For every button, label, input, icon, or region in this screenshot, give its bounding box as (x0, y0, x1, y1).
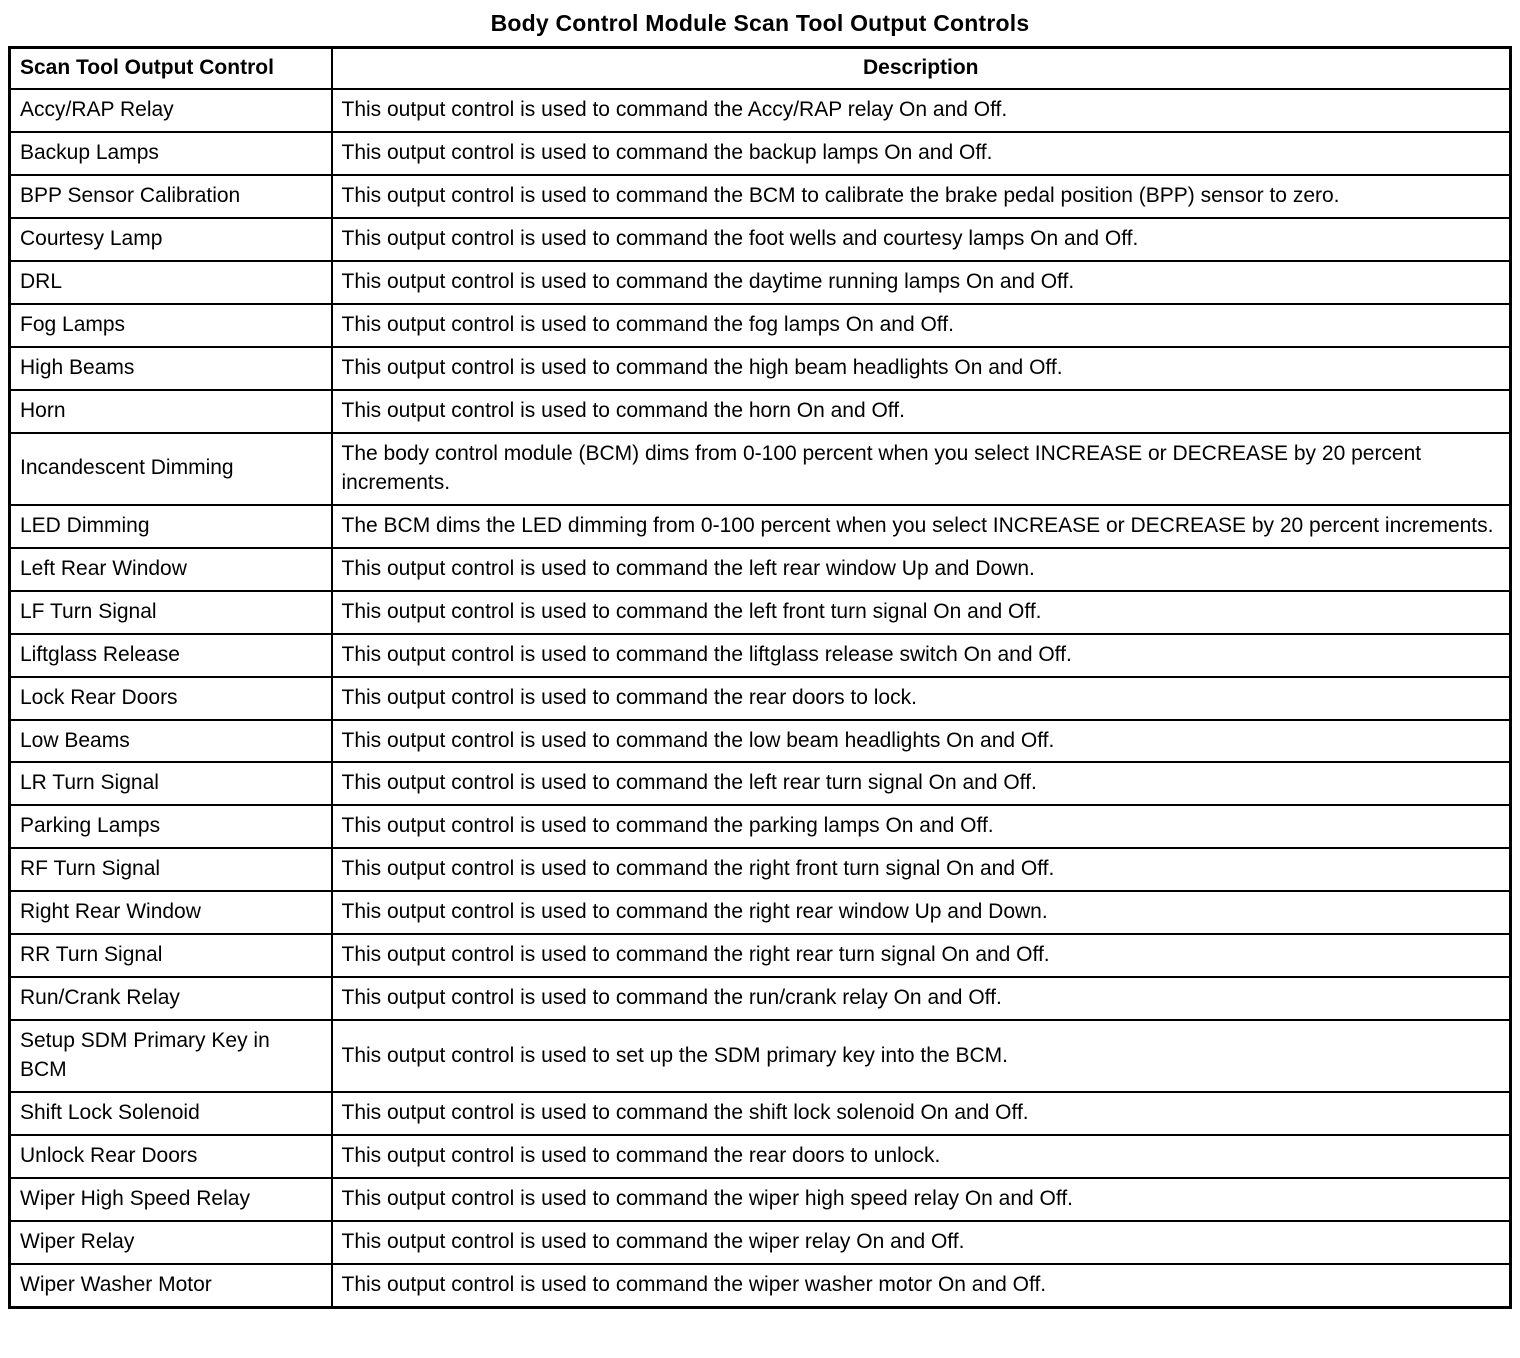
table-row (10, 591, 1511, 634)
control-cell: BPP Sensor Calibration (10, 175, 332, 218)
table-row (10, 805, 1511, 848)
description-cell: This output control is used to command the parking lamps On and Off. (332, 805, 1511, 848)
description-cell: This output control is used to command the fog lamps On and Off. (332, 304, 1511, 347)
table-row (10, 347, 1511, 390)
description-cell: This output control is used to command the wiper washer motor On and Off. (332, 1264, 1511, 1307)
description-cell: This output control is used to command the shift lock solenoid On and Off. (332, 1092, 1511, 1135)
description-cell: This output control is used to command the Accy/RAP relay On and Off. (332, 89, 1511, 132)
control-cell: Parking Lamps (10, 805, 332, 848)
table-row (10, 89, 1511, 132)
description-cell: This output control is used to command the left front turn signal On and Off. (332, 591, 1511, 634)
table-row (10, 977, 1511, 1020)
page-title: Body Control Module Scan Tool Output Controls (490, 10, 1030, 36)
description-cell: This output control is used to command the backup lamps On and Off. (332, 132, 1511, 175)
table-row (10, 677, 1511, 720)
description-cell: This output control is used to command the rear doors to lock. (332, 677, 1511, 720)
description-cell: This output control is used to command the rear doors to unlock. (332, 1135, 1511, 1178)
control-cell: LR Turn Signal (10, 762, 332, 805)
control-cell: Shift Lock Solenoid (10, 1092, 332, 1135)
description-cell: This output control is used to command the right rear window Up and Down. (332, 891, 1511, 934)
control-cell: Low Beams (10, 720, 332, 763)
control-cell: Wiper Washer Motor (10, 1264, 332, 1307)
table-row (10, 390, 1511, 433)
table-row (10, 934, 1511, 977)
description-cell: This output control is used to command the foot wells and courtesy lamps On and Off. (332, 218, 1511, 261)
control-cell: LF Turn Signal (10, 591, 332, 634)
table-row (10, 218, 1511, 261)
control-cell: Accy/RAP Relay (10, 89, 332, 132)
control-cell: Courtesy Lamp (10, 218, 332, 261)
control-cell: Lock Rear Doors (10, 677, 332, 720)
table-row (10, 634, 1511, 677)
description-cell: The BCM dims the LED dimming from 0-100 percent when you select INCREASE or DECREASE by 20 percent increments. (332, 505, 1511, 548)
header-description-column: Description (332, 48, 1511, 89)
table-row (10, 1020, 1511, 1092)
description-cell: This output control is used to command the daytime running lamps On and Off. (332, 261, 1511, 304)
table-row (10, 891, 1511, 934)
control-cell: Right Rear Window (10, 891, 332, 934)
header-control-column: Scan Tool Output Control (10, 48, 332, 89)
table-header-row (10, 48, 1511, 89)
control-cell: Wiper High Speed Relay (10, 1178, 332, 1221)
table-row (10, 1135, 1511, 1178)
control-cell: Unlock Rear Doors (10, 1135, 332, 1178)
table-row (10, 1221, 1511, 1264)
description-cell: This output control is used to command the run/crank relay On and Off. (332, 977, 1511, 1020)
description-cell: This output control is used to command the wiper high speed relay On and Off. (332, 1178, 1511, 1221)
control-cell: Setup SDM Primary Key in BCM (10, 1020, 332, 1092)
control-cell: Horn (10, 390, 332, 433)
description-cell: This output control is used to command the right rear turn signal On and Off. (332, 934, 1511, 977)
description-cell: The body control module (BCM) dims from 0-100 percent when you select INCREASE or DECREASE by 20 percent increments. (332, 433, 1511, 505)
table-row (10, 304, 1511, 347)
description-cell: This output control is used to command the liftglass release switch On and Off. (332, 634, 1511, 677)
control-cell: Run/Crank Relay (10, 977, 332, 1020)
table-row (10, 1178, 1511, 1221)
control-cell: RR Turn Signal (10, 934, 332, 977)
description-cell: This output control is used to command the low beam headlights On and Off. (332, 720, 1511, 763)
control-cell: High Beams (10, 347, 332, 390)
table-row (10, 175, 1511, 218)
description-cell: This output control is used to command the horn On and Off. (332, 390, 1511, 433)
table-body (10, 89, 1511, 1308)
control-cell: Incandescent Dimming (10, 433, 332, 505)
table-row (10, 1264, 1511, 1307)
description-cell: This output control is used to command the wiper relay On and Off. (332, 1221, 1511, 1264)
table-row (10, 762, 1511, 805)
control-cell: Wiper Relay (10, 1221, 332, 1264)
control-cell: Fog Lamps (10, 304, 332, 347)
table-row (10, 433, 1511, 505)
description-cell: This output control is used to command the left rear turn signal On and Off. (332, 762, 1511, 805)
description-cell: This output control is used to set up the SDM primary key into the BCM. (332, 1020, 1511, 1092)
control-cell: RF Turn Signal (10, 848, 332, 891)
description-cell: This output control is used to command the right front turn signal On and Off. (332, 848, 1511, 891)
table-row (10, 132, 1511, 175)
table-row (10, 720, 1511, 763)
table-row (10, 1092, 1511, 1135)
document-page (0, 10, 1520, 1309)
description-cell: This output control is used to command the high beam headlights On and Off. (332, 347, 1511, 390)
scan-tool-output-controls-table (8, 46, 1512, 1309)
control-cell: LED Dimming (10, 505, 332, 548)
control-cell: Left Rear Window (10, 548, 332, 591)
table-row (10, 505, 1511, 548)
table-row (10, 848, 1511, 891)
table-row (10, 261, 1511, 304)
table-row (10, 548, 1511, 591)
description-cell: This output control is used to command the left rear window Up and Down. (332, 548, 1511, 591)
control-cell: Backup Lamps (10, 132, 332, 175)
control-cell: DRL (10, 261, 332, 304)
control-cell: Liftglass Release (10, 634, 332, 677)
description-cell: This output control is used to command the BCM to calibrate the brake pedal position (BPP) sensor to zero. (332, 175, 1511, 218)
